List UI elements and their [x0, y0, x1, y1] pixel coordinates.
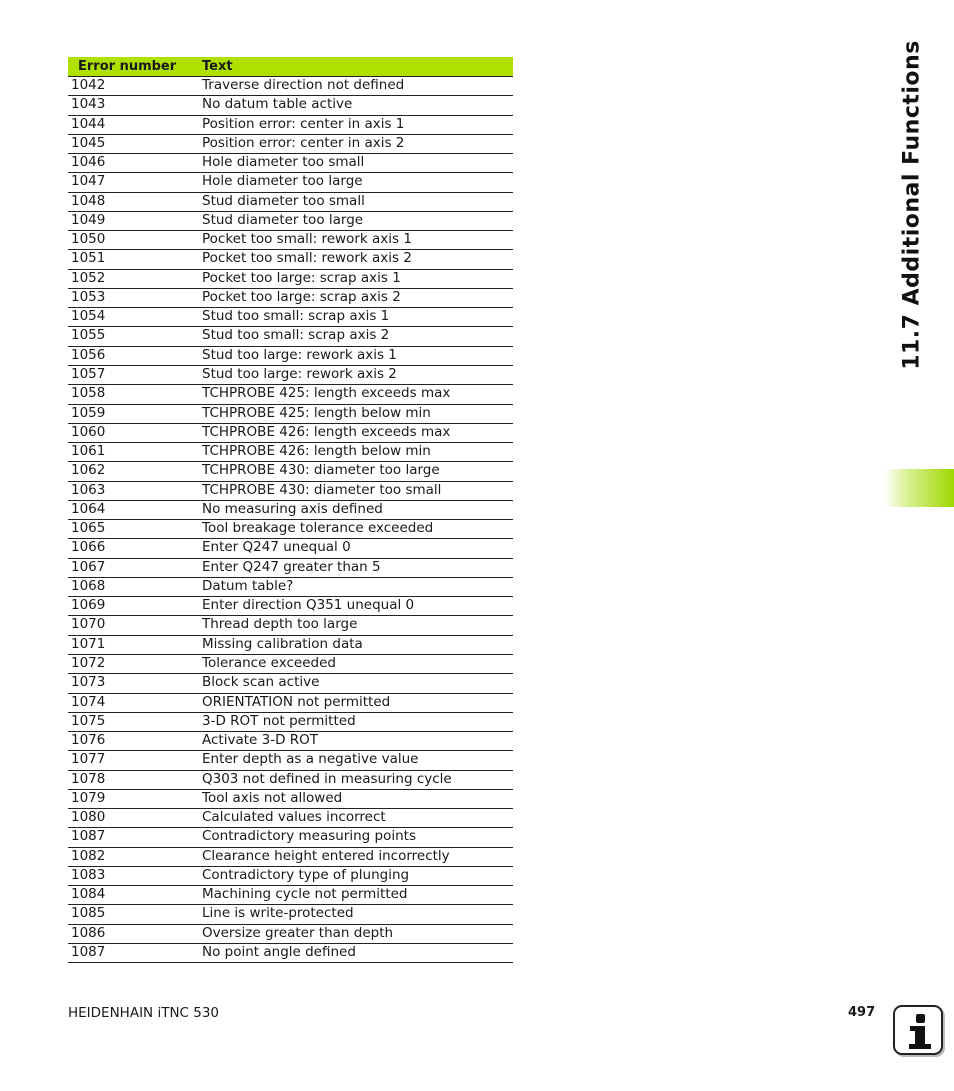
error-text-cell: Stud too small: scrap axis 2	[202, 327, 390, 344]
table-row	[68, 616, 513, 635]
error-text-cell: Pocket too large: scrap axis 2	[202, 288, 401, 305]
table-row	[68, 135, 513, 154]
table-row	[68, 694, 513, 713]
error-number-cell: 1087	[71, 943, 106, 960]
error-text-cell: Position error: center in axis 2	[202, 134, 405, 151]
page-number: 497	[848, 1005, 876, 1020]
error-text-cell: Stud too large: rework axis 1	[202, 346, 397, 363]
table-row	[68, 944, 513, 963]
table-row	[68, 308, 513, 327]
error-number-cell: 1085	[71, 905, 106, 922]
error-number-cell: 1052	[71, 269, 106, 286]
table-row	[68, 578, 513, 597]
table-row	[68, 116, 513, 135]
error-number-cell: 1053	[71, 288, 106, 305]
error-text-cell: 3-D ROT not permitted	[202, 712, 356, 729]
table-row	[68, 905, 513, 924]
table-row	[68, 886, 513, 905]
table-header	[68, 57, 513, 77]
error-text-cell: Missing calibration data	[202, 635, 363, 652]
error-number-cell: 1082	[71, 847, 106, 864]
error-text-cell: Stud too large: rework axis 2	[202, 365, 397, 382]
error-number-cell: 1069	[71, 597, 106, 614]
error-text-cell: TCHPROBE 426: length exceeds max	[202, 423, 451, 440]
table-row	[68, 424, 513, 443]
chapter-heading-text: 11.7 Additional Functions	[899, 40, 925, 370]
table-row	[68, 655, 513, 674]
error-text-cell: Hole diameter too large	[202, 173, 363, 190]
error-number-cell: 1083	[71, 866, 106, 883]
error-number-cell: 1071	[71, 635, 106, 652]
error-number-cell: 1042	[71, 77, 106, 93]
table-row	[68, 289, 513, 308]
error-text-cell: Hole diameter too small	[202, 154, 365, 171]
error-number-cell: 1049	[71, 211, 106, 228]
error-text-cell: Pocket too small: rework axis 1	[202, 231, 412, 248]
error-number-cell: 1070	[71, 616, 106, 633]
error-number-cell: 1063	[71, 481, 106, 498]
error-text-cell: Pocket too large: scrap axis 1	[202, 269, 401, 286]
error-text-cell: TCHPROBE 430: diameter too large	[202, 462, 440, 479]
table-row	[68, 867, 513, 886]
table-row	[68, 385, 513, 404]
error-number-cell: 1046	[71, 154, 106, 171]
error-number-cell: 1077	[71, 751, 106, 768]
error-text-cell: Clearance height entered incorrectly	[202, 847, 450, 864]
table-row	[68, 212, 513, 231]
error-number-cell: 1064	[71, 500, 106, 517]
table-row	[68, 327, 513, 346]
table-row	[68, 173, 513, 192]
error-number-cell: 1057	[71, 365, 106, 382]
error-text-cell: TCHPROBE 425: length exceeds max	[202, 385, 451, 402]
error-number-cell: 1051	[71, 250, 106, 267]
error-number-cell: 1072	[71, 654, 106, 671]
error-table	[68, 57, 513, 963]
error-text-cell: Stud diameter too small	[202, 192, 365, 209]
table-row	[68, 925, 513, 944]
error-text-cell: Position error: center in axis 1	[202, 115, 405, 132]
header-text: Text	[202, 59, 233, 74]
error-number-cell: 1076	[71, 732, 106, 749]
table-row	[68, 193, 513, 212]
error-text-cell: Tolerance exceeded	[202, 654, 336, 671]
error-text-cell: Thread depth too large	[202, 616, 358, 633]
error-number-cell: 1074	[71, 693, 106, 710]
table-row	[68, 751, 513, 770]
error-text-cell: Traverse direction not defined	[202, 77, 405, 93]
table-row	[68, 520, 513, 539]
header-error-number: Error number	[78, 59, 177, 74]
error-number-cell: 1060	[71, 423, 106, 440]
table-row	[68, 231, 513, 250]
error-text-cell: Stud diameter too large	[202, 211, 364, 228]
error-text-cell: ORIENTATION not permitted	[202, 693, 391, 710]
error-text-cell: Enter depth as a negative value	[202, 751, 419, 768]
table-row	[68, 848, 513, 867]
error-text-cell: TCHPROBE 425: length below min	[202, 404, 431, 421]
error-text-cell: Enter Q247 greater than 5	[202, 558, 381, 575]
error-text-cell: Datum table?	[202, 577, 294, 594]
table-row	[68, 501, 513, 520]
table-row	[68, 713, 513, 732]
table-row	[68, 366, 513, 385]
error-text-cell: Oversize greater than depth	[202, 924, 394, 941]
info-icon	[893, 1005, 943, 1055]
error-text-cell: Tool breakage tolerance exceeded	[202, 520, 434, 537]
error-text-cell: TCHPROBE 426: length below min	[202, 443, 431, 460]
error-text-cell: Tool axis not allowed	[202, 789, 343, 806]
table-row	[68, 539, 513, 558]
table-row	[68, 674, 513, 693]
chapter-heading	[890, 40, 934, 370]
footer-brand: HEIDENHAIN iTNC 530	[68, 1005, 220, 1021]
error-text-cell: Calculated values incorrect	[202, 809, 386, 826]
error-number-cell: 1061	[71, 443, 106, 460]
error-number-cell: 1054	[71, 308, 106, 325]
table-row	[68, 559, 513, 578]
table-row	[68, 809, 513, 828]
error-text-cell: No measuring axis defined	[202, 500, 383, 517]
error-text-cell: Pocket too small: rework axis 2	[202, 250, 412, 267]
error-number-cell: 1067	[71, 558, 106, 575]
error-number-cell: 1065	[71, 520, 106, 537]
table-row	[68, 250, 513, 269]
error-text-cell: No datum table active	[202, 96, 353, 113]
table-row	[68, 790, 513, 809]
error-number-cell: 1058	[71, 385, 106, 402]
table-row	[68, 77, 513, 96]
error-number-cell: 1048	[71, 192, 106, 209]
error-number-cell: 1084	[71, 886, 106, 903]
table-row	[68, 347, 513, 366]
table-row	[68, 154, 513, 173]
error-number-cell: 1056	[71, 346, 106, 363]
error-number-cell: 1055	[71, 327, 106, 344]
error-number-cell: 1075	[71, 712, 106, 729]
error-text-cell: Activate 3-D ROT	[202, 732, 319, 749]
error-number-cell: 1045	[71, 134, 106, 151]
error-text-cell: Contradictory measuring points	[202, 828, 416, 845]
error-text-cell: Contradictory type of plunging	[202, 866, 410, 883]
error-number-cell: 1068	[71, 577, 106, 594]
table-row	[68, 96, 513, 115]
error-number-cell: 1078	[71, 770, 106, 787]
table-row	[68, 482, 513, 501]
error-text-cell: TCHPROBE 430: diameter too small	[202, 481, 442, 498]
error-number-cell: 1043	[71, 96, 106, 113]
error-text-cell: Block scan active	[202, 674, 320, 691]
error-text-cell: Enter Q247 unequal 0	[202, 539, 351, 556]
error-text-cell: Enter direction Q351 unequal 0	[202, 597, 415, 614]
error-number-cell: 1079	[71, 789, 106, 806]
error-number-cell: 1087	[71, 828, 106, 845]
table-row	[68, 270, 513, 289]
table-row	[68, 828, 513, 847]
table-row	[68, 405, 513, 424]
error-text-cell: Machining cycle not permitted	[202, 886, 408, 903]
error-text-cell: Stud too small: scrap axis 1	[202, 308, 390, 325]
table-row	[68, 443, 513, 462]
table-row	[68, 636, 513, 655]
error-number-cell: 1062	[71, 462, 106, 479]
table-body	[68, 77, 513, 963]
error-text-cell: No point angle defined	[202, 943, 356, 960]
table-row	[68, 732, 513, 751]
table-row	[68, 771, 513, 790]
error-number-cell: 1073	[71, 674, 106, 691]
chapter-tab	[884, 469, 954, 507]
error-text-cell: Q303 not defined in measuring cycle	[202, 770, 452, 787]
error-text-cell: Line is write-protected	[202, 905, 354, 922]
error-number-cell: 1066	[71, 539, 106, 556]
error-number-cell: 1044	[71, 115, 106, 132]
error-number-cell: 1080	[71, 809, 106, 826]
error-number-cell: 1050	[71, 231, 106, 248]
error-number-cell: 1047	[71, 173, 106, 190]
error-number-cell: 1059	[71, 404, 106, 421]
table-row	[68, 462, 513, 481]
table-row	[68, 597, 513, 616]
error-number-cell: 1086	[71, 924, 106, 941]
